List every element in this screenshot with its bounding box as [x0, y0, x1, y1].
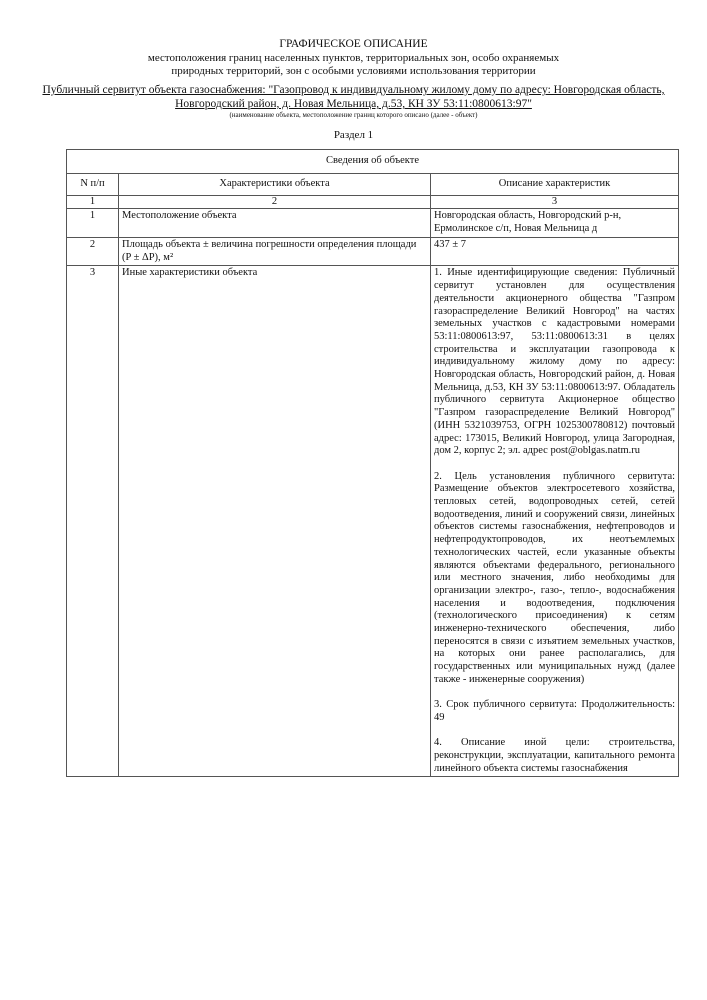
object-name-note: (наименование объекта, местоположение границ которого описано (далее - объект): [229, 111, 478, 119]
description-paragraph: 4. Описание иной цели: строительства, реконструкции, эксплуатации, капитального ремонта линейного объекта системы газоснабжения: [434, 737, 676, 774]
description-paragraph: 1. Иные идентифицирующие сведения: Публичный сервитут установлен для осуществления деятельности акционерного общества "Газпром газораспределение Великий Новгород" на частях земельных участков с кадастровыми номерами 53:11:0800613:97, 53:11:0800613:31 в целях строительства и эксплуатации газопровода к индивидуальному жилому дому по адресу: Новгородская область, Новгородский район, д. Новая Мельница, д.53, КН ЗУ 53:11:0800613:97. Обладатель публичного сервитута Акционерное общество "Газпром газораспределение Великий Новгород" (ИНН 5321039753, ОГРН 1025300780812) почтовый адрес: 173015, Великий Новгород, улица Загородная, дом 2, корпус 2; эл. адрес post@oblgas.natm.ru: [434, 267, 676, 457]
column-number: 3: [431, 196, 679, 209]
column-header-description: Описание характеристик: [431, 174, 679, 196]
object-info-table: [66, 149, 679, 777]
table-caption: Сведения об объекте: [67, 150, 679, 174]
column-number-row: [67, 196, 679, 209]
column-header-characteristic: Характеристики объекта: [119, 174, 431, 196]
row-description: Новгородская область, Новгородский р-н, Ермолинское с/п, Новая Мельница д: [431, 209, 679, 238]
row-description: 437 ± 7: [431, 238, 679, 266]
row-characteristic: Местоположение объекта: [119, 209, 431, 238]
description-paragraph: 3. Срок публичного сервитута: Продолжительность: 49: [434, 699, 676, 723]
column-number: 2: [119, 196, 431, 209]
row-number: 3: [67, 266, 119, 777]
column-header-number: N п/п: [67, 174, 119, 196]
column-number: 1: [67, 196, 119, 209]
section-label: Раздел 1: [333, 129, 374, 141]
row-characteristic: Иные характеристики объекта: [119, 266, 431, 777]
table-row: [67, 209, 679, 238]
table-header-row: [67, 174, 679, 196]
description-paragraph: 2. Цель установления публичного сервитута: Размещение объектов электросетевого хозяйства, тепловых сетей, водопроводных сетей, сетей водоотведения, линий и сооружений связи, линейных объектов системы газоснабжения, нефтепроводов и нефтепродуктопроводов, их неотъемлемых технологических частей, если указанные объекты являются объектами федерального, регионального или местного значения, либо необходимы для организации электро-, газо-, тепло-, водоснабжения населения и водоотведения, подключения (технологического присоединения) к сетям инженерно-технического обеспечения, либо переносятся в связи с изъятием земельных участков, на которых они ранее располагались, для государственных или муниципальных нужд (далее также - инженерные сооружения): [434, 470, 676, 685]
document-title: ГРАФИЧЕСКОЕ ОПИСАНИЕ: [279, 38, 428, 50]
document-subtitle-line-2: природных территорий, зон с особыми условиями использования территории: [171, 65, 536, 77]
table-row: [67, 238, 679, 266]
document-subtitle-line-1: местоположения границ населенных пунктов, территориальных зон, особо охраняемых: [147, 52, 560, 64]
row-description: [431, 266, 679, 777]
row-number: 1: [67, 209, 119, 238]
row-characteristic: Площадь объекта ± величина погрешности определения площади (P ± ΔP), м²: [119, 238, 431, 266]
table-caption-row: [67, 150, 679, 174]
row-number: 2: [67, 238, 119, 266]
table-row: [67, 266, 679, 777]
object-name: Публичный сервитут объекта газоснабжения: "Газопровод к индивидуальному жилому дому по адресу: Новгородская область, Новгородский район, д. Новая Мельница, д.53, КН ЗУ 53:11:0800613:97": [42, 84, 665, 110]
